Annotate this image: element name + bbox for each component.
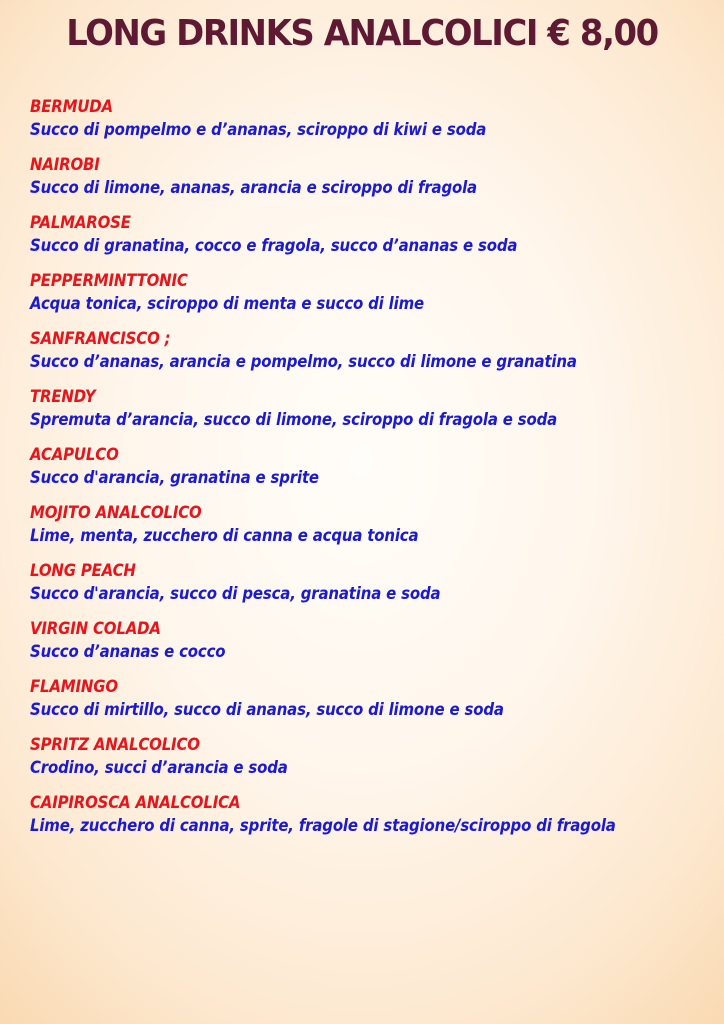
menu-item-peppermint-tonic [30,270,720,328]
menu-item-spritz-analcolico [30,734,720,792]
drink-ingredients: Succo d’ananas, arancia e pompelmo, succo di limone e granatina [30,352,577,372]
menu-item-long-peach [30,560,720,618]
menu-item-virgin-colada [30,618,720,676]
menu-item-nairobi [30,154,720,212]
drink-name: SPRITZ ANALCOLICO [30,735,200,755]
menu-item-caipirosca-analcolica [30,792,720,850]
drink-ingredients: Acqua tonica, sciroppo di menta e succo di lime [30,294,424,314]
menu-item-trendy [30,386,720,444]
drink-name: MOJITO ANALCOLICO [30,503,202,523]
drink-name: TRENDY [30,387,96,407]
menu-item-mojito-analcolico [30,502,720,560]
menu-item-flamingo [30,676,720,734]
drink-name: LONG PEACH [30,561,136,581]
drink-name: FLAMINGO [30,677,118,697]
drink-ingredients: Succo d’ananas e cocco [30,642,226,662]
drink-ingredients: Spremuta d’arancia, succo di limone, sciroppo di fragola e soda [30,410,558,430]
drink-ingredients: Crodino, succi d’arancia e soda [30,758,288,778]
drink-ingredients: Succo di mirtillo, succo di ananas, succo di limone e soda [30,700,504,720]
drink-ingredients: Lime, menta, zucchero di canna e acqua tonica [30,526,419,546]
drink-name: PEPPERMINTTONIC [30,271,188,291]
drink-name: SANFRANCISCO ; [30,329,171,349]
menu-item-san-francisco [30,328,720,386]
drink-ingredients: Succo di limone, ananas, arancia e sciroppo di fragola [30,178,477,198]
menu-item-palmarose [30,212,720,270]
drink-ingredients: Succo d'arancia, granatina e sprite [30,468,319,488]
drink-name: BERMUDA [30,97,113,117]
drink-name: ACAPULCO [30,445,119,465]
drink-name: VIRGIN COLADA [30,619,161,639]
page-title: LONG DRINKS ANALCOLICI € 8,00 [66,13,658,54]
drink-ingredients: Succo di granatina, cocco e fragola, succo d’ananas e soda [30,236,518,256]
drink-name: PALMAROSE [30,213,131,233]
drink-ingredients: Succo d'arancia, succo di pesca, granatina e soda [30,584,441,604]
menu-item-bermuda [30,96,720,154]
drink-ingredients: Lime, zucchero di canna, sprite, fragole di stagione/sciroppo di fragola [30,816,616,836]
drink-name: CAIPIROSCA ANALCOLICA [30,793,241,813]
menu-item-acapulco [30,444,720,502]
drinks-list [30,96,720,850]
drink-name: NAIROBI [30,155,100,175]
drink-ingredients: Succo di pompelmo e d’ananas, sciroppo di kiwi e soda [30,120,487,140]
